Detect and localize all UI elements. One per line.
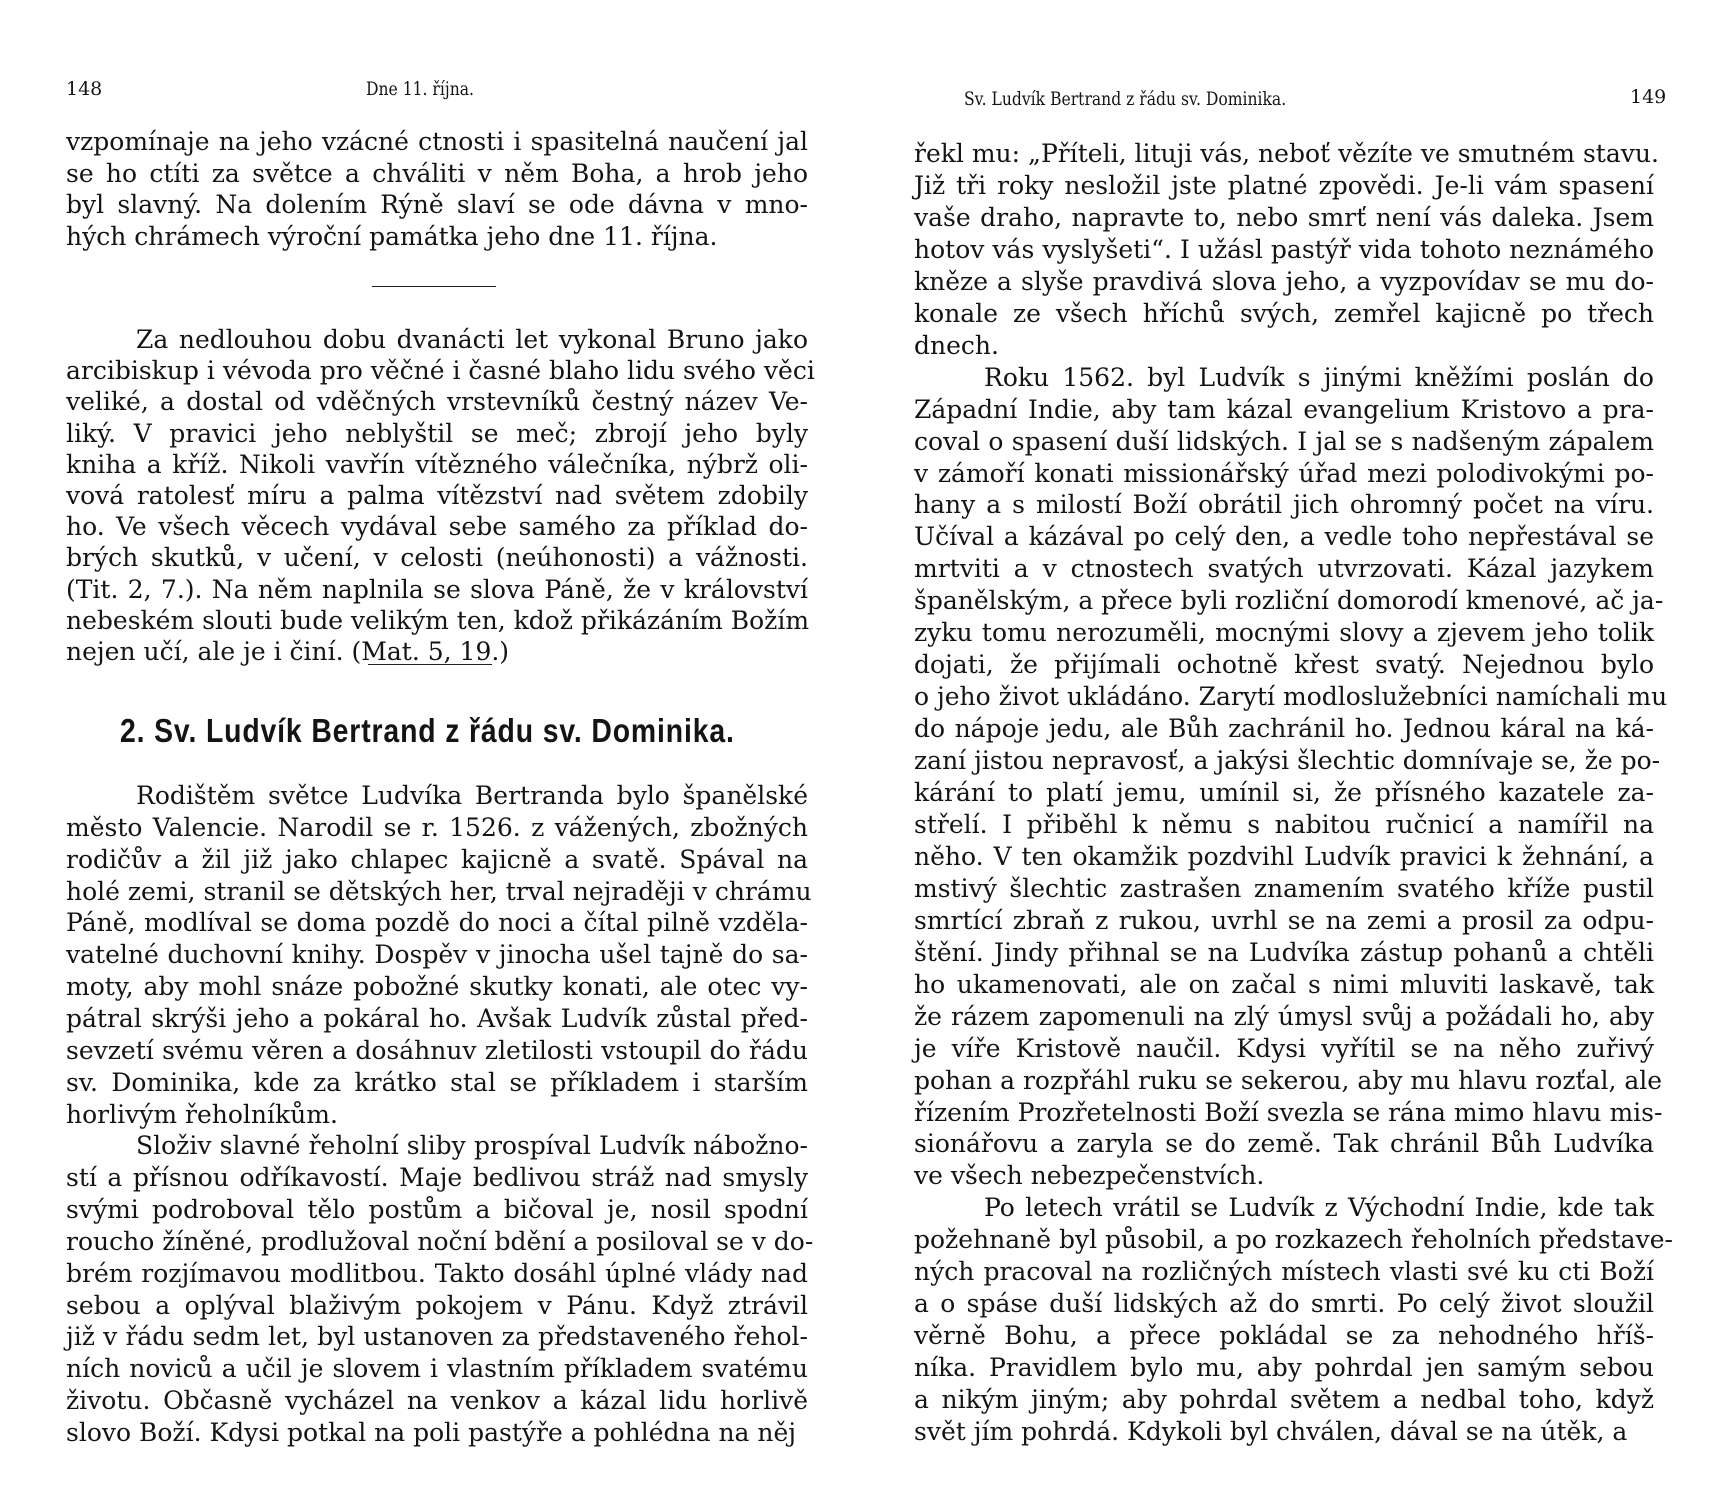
text-line: Roku 1562. byl Ludvík s jinými kněžími poslán do bbox=[984, 362, 1654, 392]
text-line: stí a přísnou odříkavostí. Maje bedlivou stráž nad smysly bbox=[66, 1163, 808, 1193]
page-number-left: 148 bbox=[66, 78, 103, 100]
text-line: slovo Boží. Kdysi potkal na poli pastýře a pohlédna na něj bbox=[66, 1418, 797, 1447]
text-line: Rodištěm světce Ludvíka Bertranda bylo španělské bbox=[136, 781, 808, 810]
text-line: zyku tomu nerozuměli, mocnými slovy a zjevem jeho tolik bbox=[914, 618, 1654, 648]
text-line: požehnaně byl působil, a po rozkazech řeholních představe- bbox=[914, 1225, 1673, 1255]
running-head-left: Dne 11. října. bbox=[366, 78, 474, 100]
text-line: hany a s milostí Boží obrátil jich ohromný počet na víru. bbox=[914, 490, 1654, 520]
text-line: byl slavný. Na dolením Rýně slaví se ode dávna v mno- bbox=[66, 190, 808, 219]
text-line: liký. V pravici jeho neblyštil se meč; zbrojí jeho byly bbox=[66, 418, 808, 448]
text-line: zaní jistou nepravosť, a jakýsi šlechtic domnívaje se, že po- bbox=[914, 746, 1661, 776]
text-line: nejen učí, ale je i činí. (Mat. 5, 19.) bbox=[66, 637, 510, 666]
text-line: veliké, a dostal od vděčných vrstevníků čestný název Ve- bbox=[66, 387, 808, 417]
text-line: že rázem zapomenuli na zlý úmysl svůj a požádali ho, aby bbox=[914, 1001, 1654, 1031]
text-line: smrtící zbraň z rukou, uvrhl se na zemi a prosil za odpu- bbox=[914, 905, 1654, 935]
text-line: Západní Indie, aby tam kázal evangelium Kristovo a pra- bbox=[914, 394, 1654, 424]
text-line: coval o spasení duší lidských. I jal se s nadšeným zápalem bbox=[914, 426, 1654, 456]
section-divider bbox=[372, 286, 496, 287]
text-line: řekl mu: „Příteli, lituji vás, neboť vězíte ve smutném stavu. bbox=[914, 139, 1659, 168]
right-page bbox=[858, 0, 1716, 1500]
text-line: Páně, modlíval se doma pozdě do noci a čítal pilně vzděla- bbox=[66, 908, 808, 938]
text-line: svými podroboval tělo postům a bičoval je, nosil spodní bbox=[66, 1195, 808, 1225]
text-line: mstivý šlechtic zastrašen znamením svatého kříže pustil bbox=[914, 873, 1654, 903]
text-line: nebeském slouti bude velikým ten, kdož přikázáním Božím bbox=[66, 605, 810, 635]
text-line: o jeho život ukládáno. Zarytí modloslužebníci namíchali mu bbox=[914, 682, 1668, 712]
text-line: horlivým řeholníkům. bbox=[66, 1099, 338, 1129]
text-line: Již tři roky nesložil jste platné zpovědi. Je-li vám spasení bbox=[914, 170, 1654, 200]
text-line: holé zemi, stranil se dětských her, trval nejraději v chrámu bbox=[66, 876, 812, 906]
text-line: a nikým jiným; aby pohrdal světem a nedbal toho, když bbox=[914, 1385, 1654, 1415]
section-divider bbox=[368, 664, 492, 665]
text-line: sv. Dominika, kde za krátko stal se příkladem i starším bbox=[66, 1067, 808, 1097]
text-line: mrtviti a v ctnostech svatých utvrzovati. Kázal jazykem bbox=[914, 554, 1654, 584]
page-number-right: 149 bbox=[1630, 86, 1667, 108]
text-line: Za nedlouhou dobu dvanácti let vykonal Bruno jako bbox=[136, 325, 808, 354]
text-line: ných pracoval na rozličných místech vlasti své ku cti Boží bbox=[914, 1257, 1654, 1287]
text-line: vaše draho, napravte to, nebo smrť není vás daleka. Jsem bbox=[914, 202, 1654, 232]
text-line: štění. Jindy přihnal se na Ludvíka zástup pohanů a chtěli bbox=[914, 937, 1654, 967]
text-line: ních noviců a učil je slovem i vlastním příkladem svatému bbox=[66, 1354, 808, 1384]
text-line: kněze a slyše pravdivá slova jeho, a vyzpovídav se mu do- bbox=[914, 266, 1654, 296]
text-line: sebou a oplýval blaživým pokojem v Pánu. Když ztrávil bbox=[66, 1290, 808, 1320]
text-line: níka. Pravidlem bylo mu, aby pohrdal jen samým sebou bbox=[914, 1353, 1654, 1383]
text-line: vzpomínaje na jeho vzácné ctnosti i spasitelná naučení jal bbox=[66, 127, 808, 156]
text-line: (Tit. 2, 7.). Na něm naplnila se slova Páně, že v království bbox=[66, 574, 808, 604]
text-line: kárání to platí jemu, umínil si, že přísného kazatele za- bbox=[914, 778, 1654, 807]
text-line: brých skutků, v učení, v celosti (neúhonosti) a vážnosti. bbox=[66, 543, 808, 573]
text-line: španělským, a přece byli rozliční domorodí kmenové, ač ja- bbox=[914, 586, 1664, 616]
text-line: Učíval a kázával po celý den, a vedle toho nepřestával se bbox=[914, 522, 1654, 552]
section-heading: 2. Sv. Ludvík Bertrand z řádu sv. Dominika. bbox=[120, 712, 735, 749]
text-line: moty, aby mohl snáze pobožné skutky konati, ale otec vy- bbox=[66, 972, 808, 1002]
running-head-right: Sv. Ludvík Bertrand z řádu sv. Dominika. bbox=[964, 88, 1287, 110]
text-line: ho ukamenovati, ale on začal s nimi mluviti laskavě, tak bbox=[914, 969, 1654, 999]
text-line: hotov vás vyslyšeti“. I užásl pastýř vida tohoto neznámého bbox=[914, 234, 1654, 264]
text-line: a o spáse duší lidských až do smrti. Po celý život sloužil bbox=[914, 1289, 1654, 1319]
text-line: arcibiskup i vévoda pro věčné i časné blaho lidu svého věci bbox=[66, 356, 815, 386]
text-line: něho. V ten okamžik pozdvihl Ludvík pravici k žehnání, a bbox=[914, 841, 1654, 871]
text-line: pátral skrýši jeho a pokáral ho. Avšak Ludvík zůstal před- bbox=[66, 1003, 808, 1033]
text-line: ve všech nebezpečenstvích. bbox=[914, 1161, 1265, 1191]
text-line: Po letech vrátil se Ludvík z Východní Indie, kde tak bbox=[984, 1193, 1654, 1223]
text-line: sevzetí svému věren a dosáhnuv zletilosti vstoupil do řádu bbox=[66, 1035, 808, 1065]
text-line: se ho ctíti za světce a chváliti v něm Boha, a hrob jeho bbox=[66, 158, 808, 188]
text-line: ho. Ve všech věcech vydával sebe samého za příklad do- bbox=[66, 512, 808, 542]
text-line: do nápoje jedu, ale Bůh zachránil ho. Jednou káral na ká- bbox=[914, 714, 1654, 744]
text-line: pohan a rozpřáhl ruku se sekerou, aby mu hlavu rozťal, ale bbox=[914, 1065, 1663, 1095]
text-line: vová ratolesť míru a palma vítězství nad světem zdobily bbox=[66, 481, 808, 510]
text-line: dnech. bbox=[914, 330, 999, 360]
text-line: hých chrámech výroční památka jeho dne 11. října. bbox=[66, 221, 718, 251]
text-line: řízením Prozřetelnosti Boží svezla se rána mimo hlavu mis- bbox=[914, 1097, 1663, 1127]
text-line: střelí. I přiběhl k němu s nabitou ručnicí a namířil na bbox=[914, 809, 1654, 839]
text-line: město Valencie. Narodil se r. 1526. z vážených, zbožných bbox=[66, 812, 808, 842]
text-line: brém rozjímavou modlitbou. Takto dosáhl úplné vlády nad bbox=[66, 1258, 808, 1288]
text-line: konale ze všech hříchů svých, zemřel kajicně po třech bbox=[914, 298, 1654, 328]
text-line: v zámoří konati missionářský úřad mezi polodivokými po- bbox=[914, 458, 1654, 488]
text-line: svět jím pohrdá. Kdykoli byl chválen, dával se na útěk, a bbox=[914, 1417, 1628, 1446]
text-line: věrně Bohu, a přece pokládal se za nehodného hříš- bbox=[914, 1321, 1654, 1351]
text-line: kniha a kříž. Nikoli vavřín vítězného válečníka, nýbrž oli- bbox=[66, 449, 808, 479]
text-line: rodičův a žil již jako chlapec kajicně a svatě. Spával na bbox=[66, 844, 808, 874]
text-line: již v řádu sedm let, byl ustanoven za představeného řehol- bbox=[66, 1322, 808, 1352]
text-line: Složiv slavné řeholní sliby prospíval Ludvík nábožno- bbox=[136, 1131, 808, 1161]
text-line: životu. Občasně vycházel na venkov a kázal lidu horlivě bbox=[66, 1386, 808, 1416]
text-line: dojati, že přijímali ochotně křest svatý. Nejednou bylo bbox=[914, 650, 1654, 680]
text-line: sionářovu a zaryla se do země. Tak chránil Bůh Ludvíka bbox=[914, 1129, 1654, 1159]
text-line: roucho žíněné, prodlužoval noční bdění a posiloval se v do- bbox=[66, 1226, 814, 1256]
text-line: vatelné duchovní knihy. Dospěv v jinocha ušel tajně do sa- bbox=[66, 940, 808, 970]
text-line: je víře Kristově naučil. Kdysi vyřítil se na něho zuřivý bbox=[914, 1033, 1654, 1063]
